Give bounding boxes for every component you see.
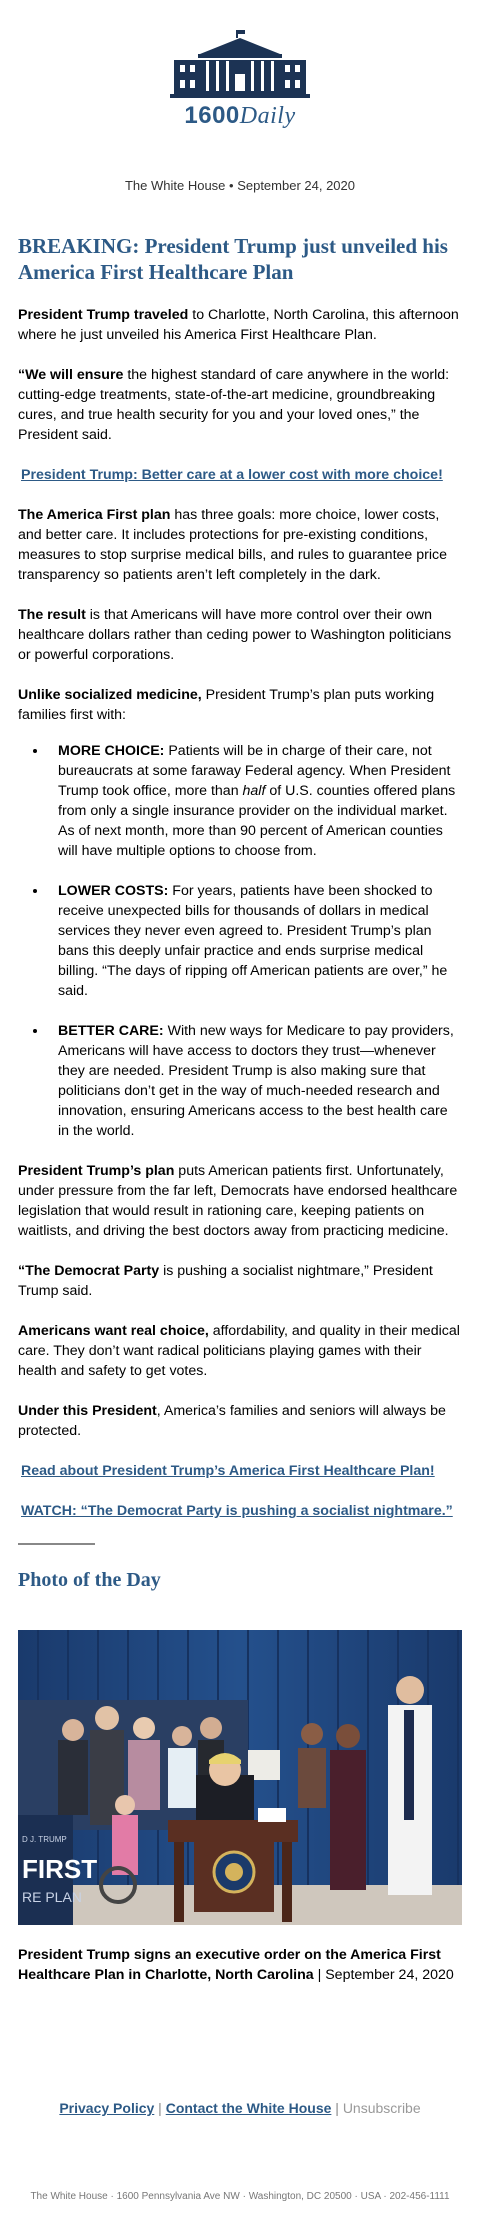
watch-video-link[interactable]: WATCH: “The Democrat Party is pushing a socialist nightmare.” <box>21 1503 453 1519</box>
photo-of-the-day <box>18 1630 462 1925</box>
article-link <box>18 465 462 485</box>
photo-section-title: Photo of the Day <box>18 1569 161 1591</box>
white-house-icon <box>170 30 310 98</box>
paragraph: “We will ensure the highest standard of care anywhere in the world: cutting-edge treatments, state-of-the-art medicine, groundbreaking cures, and true health security for you and your loved ones,” the President said. <box>18 367 450 443</box>
plan-benefits-list <box>18 741 462 1141</box>
section-divider <box>18 1543 95 1545</box>
paragraph: Unlike socialized medicine, President Trump’s plan puts working families first with: <box>18 687 435 723</box>
list-item: • LOWER COSTS: For years, patients have been shocked to receive unexpected bills for thousands of dollars in medical services they never even agreed to. President Trump’s plan bans this deeply unfair practice and ends surprise medical billing. “The days of ripping off American patients are over,” he said. <box>48 881 462 1001</box>
read-plan-link[interactable]: Read about President Trump’s America First Healthcare Plan! <box>21 1463 435 1479</box>
unsubscribe-link[interactable]: Unsubscribe <box>342 2100 421 2116</box>
banner-text-large: FIRST <box>22 1854 98 1884</box>
banner-text-small: D J. TRUMP <box>22 1835 67 1844</box>
event-photo-illustration <box>18 1630 462 1925</box>
list-item: • BETTER CARE: With new ways for Medicare to pay providers, Americans will have access to doctors they trust—whenever they are needed. President Trump is also making sure that politicians don’t get in the way of much-needed research and innovation, ensuring Americans access to the best health care in the world. <box>48 1021 462 1141</box>
paragraph: The result is that Americans will have more control over their own healthcare dollars rather than ceding power to Washington politicians or powerful corporations. <box>18 607 452 663</box>
brand-logo <box>0 30 480 130</box>
banner-text-plan: RE PLAN <box>22 1889 82 1905</box>
footer-separator: | <box>154 2100 166 2116</box>
paragraph: Americans want real choice, affordability, and quality in their medical care. They don’t want radical politicians playing games with their health and safety to get votes. <box>18 1323 460 1379</box>
photo-caption: President Trump signs an executive order on the America First Healthcare Plan in Charlotte, North Carolina | September 24, 2020 <box>18 1947 454 1983</box>
article-link <box>18 1501 462 1521</box>
footer-separator: | <box>331 2100 343 2116</box>
brand-wordmark: 1600Daily <box>184 102 296 129</box>
article-link <box>18 1461 462 1481</box>
paragraph: President Trump’s plan puts American patients first. Unfortunately, under pressure from the far left, Democrats have endorsed healthcare legislation that would result in rationing care, keeping patients on waitlists, and driving the best doctors away from practicing medicine. <box>18 1163 458 1239</box>
paragraph: Under this President, America’s families and seniors will always be protected. <box>18 1403 446 1439</box>
paragraph: President Trump traveled to Charlotte, North Carolina, this afternoon where he just unveiled his America First Healthcare Plan. <box>18 307 459 343</box>
privacy-policy-link[interactable]: Privacy Policy <box>59 2100 155 2116</box>
better-care-link[interactable]: President Trump: Better care at a lower cost with more choice! <box>21 467 443 483</box>
list-item: • MORE CHOICE: Patients will be in charge of their care, not bureaucrats at some faraway Federal agency. When President Trump took office, more than half of U.S. counties offered plans from only a single insurance provider on the individual market. As of next month, more than 90 percent of American counties will have multiple options to choose from. <box>48 741 462 861</box>
headline: BREAKING: President Trump just unveiled his America First Healthcare Plan <box>18 234 448 284</box>
contact-link[interactable]: Contact the White House <box>165 2100 332 2116</box>
footer-links <box>0 2100 480 2116</box>
paragraph: “The Democrat Party is pushing a socialist nightmare,” President Trump said. <box>18 1263 433 1299</box>
article-body <box>18 233 462 2005</box>
dateline: The White House • September 24, 2020 <box>124 178 355 193</box>
paragraph: The America First plan has three goals: more choice, lower costs, and better care. It includes protections for pre-existing conditions, measures to stop surprise medical bills, and rules to guarantee price transparency so patients aren’t left completely in the dark. <box>18 507 447 583</box>
footer-address: The White House · 1600 Pennsylvania Ave NW · Washington, DC 20500 · USA · 202-456-1111 <box>30 2191 450 2202</box>
